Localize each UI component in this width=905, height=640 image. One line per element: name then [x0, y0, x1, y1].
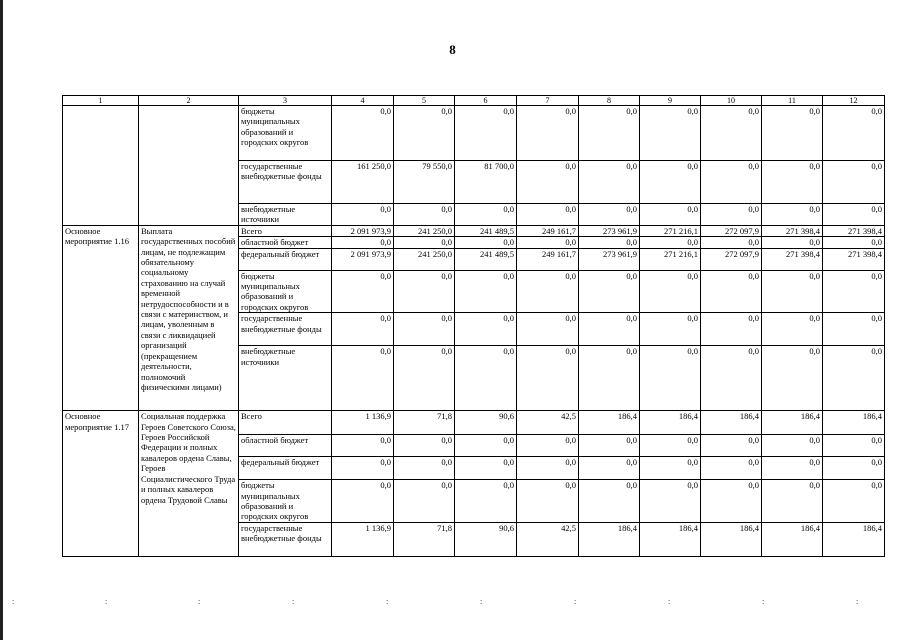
value-cell: 0,0: [823, 106, 885, 161]
value-cell: 0,0: [332, 435, 394, 457]
column-header: 9: [640, 96, 701, 106]
table-row: [63, 106, 885, 161]
value-cell: 0,0: [762, 480, 823, 523]
value-cell: 90,6: [455, 522, 517, 556]
value-cell: 0,0: [762, 435, 823, 457]
value-cell: 0,0: [762, 313, 823, 346]
value-cell: 0,0: [332, 204, 394, 226]
value-cell: 273 961,9: [579, 248, 640, 270]
value-cell: 0,0: [579, 106, 640, 161]
value-cell: 0,0: [762, 346, 823, 411]
value-cell: 272 097,9: [701, 248, 762, 270]
value-cell: 241 250,0: [394, 225, 455, 236]
value-cell: 241 250,0: [394, 248, 455, 270]
value-cell: 0,0: [823, 270, 885, 313]
value-cell: 2 091 973,9: [332, 248, 394, 270]
value-cell: 42,5: [517, 411, 579, 435]
value-cell: 0,0: [579, 270, 640, 313]
measure-code-cell: Основное мероприятие 1.17: [63, 411, 139, 557]
value-cell: 0,0: [455, 313, 517, 346]
value-cell: 0,0: [579, 204, 640, 226]
funding-source-cell: бюджеты муниципальных образований и городских округов: [239, 480, 332, 523]
value-cell: 272 097,9: [701, 225, 762, 236]
value-cell: 0,0: [394, 106, 455, 161]
value-cell: 186,4: [640, 411, 701, 435]
measure-code-cell: [63, 106, 139, 226]
value-cell: 0,0: [701, 346, 762, 411]
value-cell: 0,0: [579, 161, 640, 204]
value-cell: 186,4: [579, 411, 640, 435]
column-header: 12: [823, 96, 885, 106]
value-cell: 0,0: [701, 435, 762, 457]
value-cell: 71,8: [394, 522, 455, 556]
value-cell: 0,0: [332, 237, 394, 248]
budget-table: [62, 95, 885, 557]
value-cell: 0,0: [701, 106, 762, 161]
value-cell: 0,0: [394, 480, 455, 523]
value-cell: 0,0: [332, 106, 394, 161]
value-cell: 0,0: [455, 346, 517, 411]
value-cell: 0,0: [332, 313, 394, 346]
value-cell: 186,4: [823, 522, 885, 556]
value-cell: 0,0: [640, 313, 701, 346]
column-header: 1: [63, 96, 139, 106]
value-cell: 0,0: [517, 270, 579, 313]
value-cell: 0,0: [332, 270, 394, 313]
value-cell: 0,0: [394, 204, 455, 226]
value-cell: 0,0: [640, 204, 701, 226]
value-cell: 0,0: [455, 457, 517, 480]
value-cell: 0,0: [517, 204, 579, 226]
funding-source-cell: областной бюджет: [239, 435, 332, 457]
value-cell: 249 161,7: [517, 225, 579, 236]
value-cell: 0,0: [701, 270, 762, 313]
value-cell: 42,5: [517, 522, 579, 556]
value-cell: 0,0: [455, 204, 517, 226]
funding-source-cell: государственные внебюджетные фонды: [239, 161, 332, 204]
value-cell: 241 489,5: [455, 248, 517, 270]
value-cell: 0,0: [640, 237, 701, 248]
page-edge-rule: [0, 0, 3, 640]
value-cell: 0,0: [517, 161, 579, 204]
value-cell: 1 136,9: [332, 522, 394, 556]
value-cell: 0,0: [517, 480, 579, 523]
value-cell: 186,4: [762, 411, 823, 435]
value-cell: 271 216,1: [640, 248, 701, 270]
table-row: [63, 225, 885, 236]
value-cell: 0,0: [455, 480, 517, 523]
value-cell: 0,0: [579, 480, 640, 523]
value-cell: 0,0: [823, 480, 885, 523]
value-cell: 241 489,5: [455, 225, 517, 236]
value-cell: 0,0: [823, 457, 885, 480]
value-cell: 0,0: [517, 313, 579, 346]
funding-source-cell: внебюджетные источники: [239, 204, 332, 226]
column-header: 11: [762, 96, 823, 106]
measure-code-cell: Основное мероприятие 1.16: [63, 225, 139, 410]
value-cell: 0,0: [762, 270, 823, 313]
column-header: 5: [394, 96, 455, 106]
value-cell: 271 398,4: [762, 248, 823, 270]
column-header: 10: [701, 96, 762, 106]
value-cell: 161 250,0: [332, 161, 394, 204]
funding-source-cell: областной бюджет: [239, 237, 332, 248]
value-cell: 0,0: [455, 237, 517, 248]
column-header: 3: [239, 96, 332, 106]
value-cell: 0,0: [394, 270, 455, 313]
value-cell: 0,0: [823, 237, 885, 248]
value-cell: 0,0: [640, 270, 701, 313]
value-cell: 0,0: [517, 457, 579, 480]
table-row: [63, 411, 885, 435]
scan-edge-marks: : : : : : : : : : :: [12, 597, 859, 606]
funding-source-cell: федеральный бюджет: [239, 248, 332, 270]
value-cell: 186,4: [823, 411, 885, 435]
value-cell: 0,0: [517, 435, 579, 457]
value-cell: 0,0: [332, 480, 394, 523]
value-cell: 0,0: [701, 237, 762, 248]
value-cell: 0,0: [394, 457, 455, 480]
value-cell: 0,0: [823, 435, 885, 457]
value-cell: 81 700,0: [455, 161, 517, 204]
measure-name-cell: [139, 106, 239, 226]
column-header: 8: [579, 96, 640, 106]
page-number: 8: [449, 42, 456, 57]
funding-source-cell: внебюджетные источники: [239, 346, 332, 411]
value-cell: 0,0: [762, 204, 823, 226]
value-cell: 2 091 973,9: [332, 225, 394, 236]
value-cell: 0,0: [579, 346, 640, 411]
value-cell: 0,0: [823, 313, 885, 346]
value-cell: 186,4: [640, 522, 701, 556]
value-cell: 0,0: [640, 457, 701, 480]
value-cell: 271 216,1: [640, 225, 701, 236]
value-cell: 0,0: [517, 346, 579, 411]
funding-source-cell: бюджеты муниципальных образований и городских округов: [239, 106, 332, 161]
value-cell: 0,0: [762, 106, 823, 161]
value-cell: 0,0: [762, 457, 823, 480]
value-cell: 0,0: [332, 457, 394, 480]
value-cell: 0,0: [640, 480, 701, 523]
value-cell: 0,0: [517, 106, 579, 161]
value-cell: 0,0: [640, 106, 701, 161]
value-cell: 186,4: [579, 522, 640, 556]
value-cell: 0,0: [640, 161, 701, 204]
value-cell: 0,0: [332, 346, 394, 411]
funding-source-cell: государственные внебюджетные фонды: [239, 313, 332, 346]
value-cell: 249 161,7: [517, 248, 579, 270]
value-cell: 1 136,9: [332, 411, 394, 435]
value-cell: 0,0: [701, 480, 762, 523]
value-cell: 0,0: [640, 346, 701, 411]
value-cell: 271 398,4: [762, 225, 823, 236]
funding-source-cell: федеральный бюджет: [239, 457, 332, 480]
value-cell: 0,0: [455, 106, 517, 161]
value-cell: 271 398,4: [823, 225, 885, 236]
value-cell: 0,0: [823, 161, 885, 204]
value-cell: 0,0: [579, 457, 640, 480]
column-header: 7: [517, 96, 579, 106]
value-cell: 0,0: [823, 346, 885, 411]
value-cell: 0,0: [579, 237, 640, 248]
funding-source-cell: Всего: [239, 411, 332, 435]
value-cell: 0,0: [762, 161, 823, 204]
value-cell: 71,8: [394, 411, 455, 435]
column-header: 2: [139, 96, 239, 106]
column-header: 6: [455, 96, 517, 106]
value-cell: 0,0: [579, 435, 640, 457]
value-cell: 0,0: [455, 435, 517, 457]
table-header-row: [63, 96, 885, 106]
funding-source-cell: государственные внебюджетные фонды: [239, 522, 332, 556]
value-cell: 186,4: [762, 522, 823, 556]
value-cell: 0,0: [394, 346, 455, 411]
value-cell: 0,0: [701, 161, 762, 204]
value-cell: 0,0: [455, 270, 517, 313]
value-cell: 271 398,4: [823, 248, 885, 270]
value-cell: 0,0: [762, 237, 823, 248]
value-cell: 0,0: [394, 435, 455, 457]
value-cell: 0,0: [823, 204, 885, 226]
value-cell: 0,0: [701, 204, 762, 226]
value-cell: 79 550,0: [394, 161, 455, 204]
value-cell: 0,0: [701, 313, 762, 346]
value-cell: 186,4: [701, 522, 762, 556]
value-cell: 0,0: [394, 237, 455, 248]
funding-source-cell: Всего: [239, 225, 332, 236]
value-cell: 0,0: [517, 237, 579, 248]
measure-name-cell: Социальная поддержка Героев Советского Союза, Героев Российской Федерации и полных кавалеров ордена Славы, Героев Социалистического Труда и полных кавалеров ордена Трудовой Славы: [139, 411, 239, 557]
column-header: 4: [332, 96, 394, 106]
value-cell: 273 961,9: [579, 225, 640, 236]
value-cell: 90,6: [455, 411, 517, 435]
value-cell: 0,0: [579, 313, 640, 346]
value-cell: 0,0: [394, 313, 455, 346]
value-cell: 0,0: [640, 435, 701, 457]
funding-source-cell: бюджеты муниципальных образований и городских округов: [239, 270, 332, 313]
value-cell: 0,0: [701, 457, 762, 480]
measure-name-cell: Выплата государственных пособий лицам, не подлежащим обязательному социальному страхованию на случай временной нетрудоспособности и в связи с материнством, и лицам, уволенным в связи с ликвидацией организаций (прекращением деятельности, полномочий физическими лицами): [139, 225, 239, 410]
value-cell: 186,4: [701, 411, 762, 435]
